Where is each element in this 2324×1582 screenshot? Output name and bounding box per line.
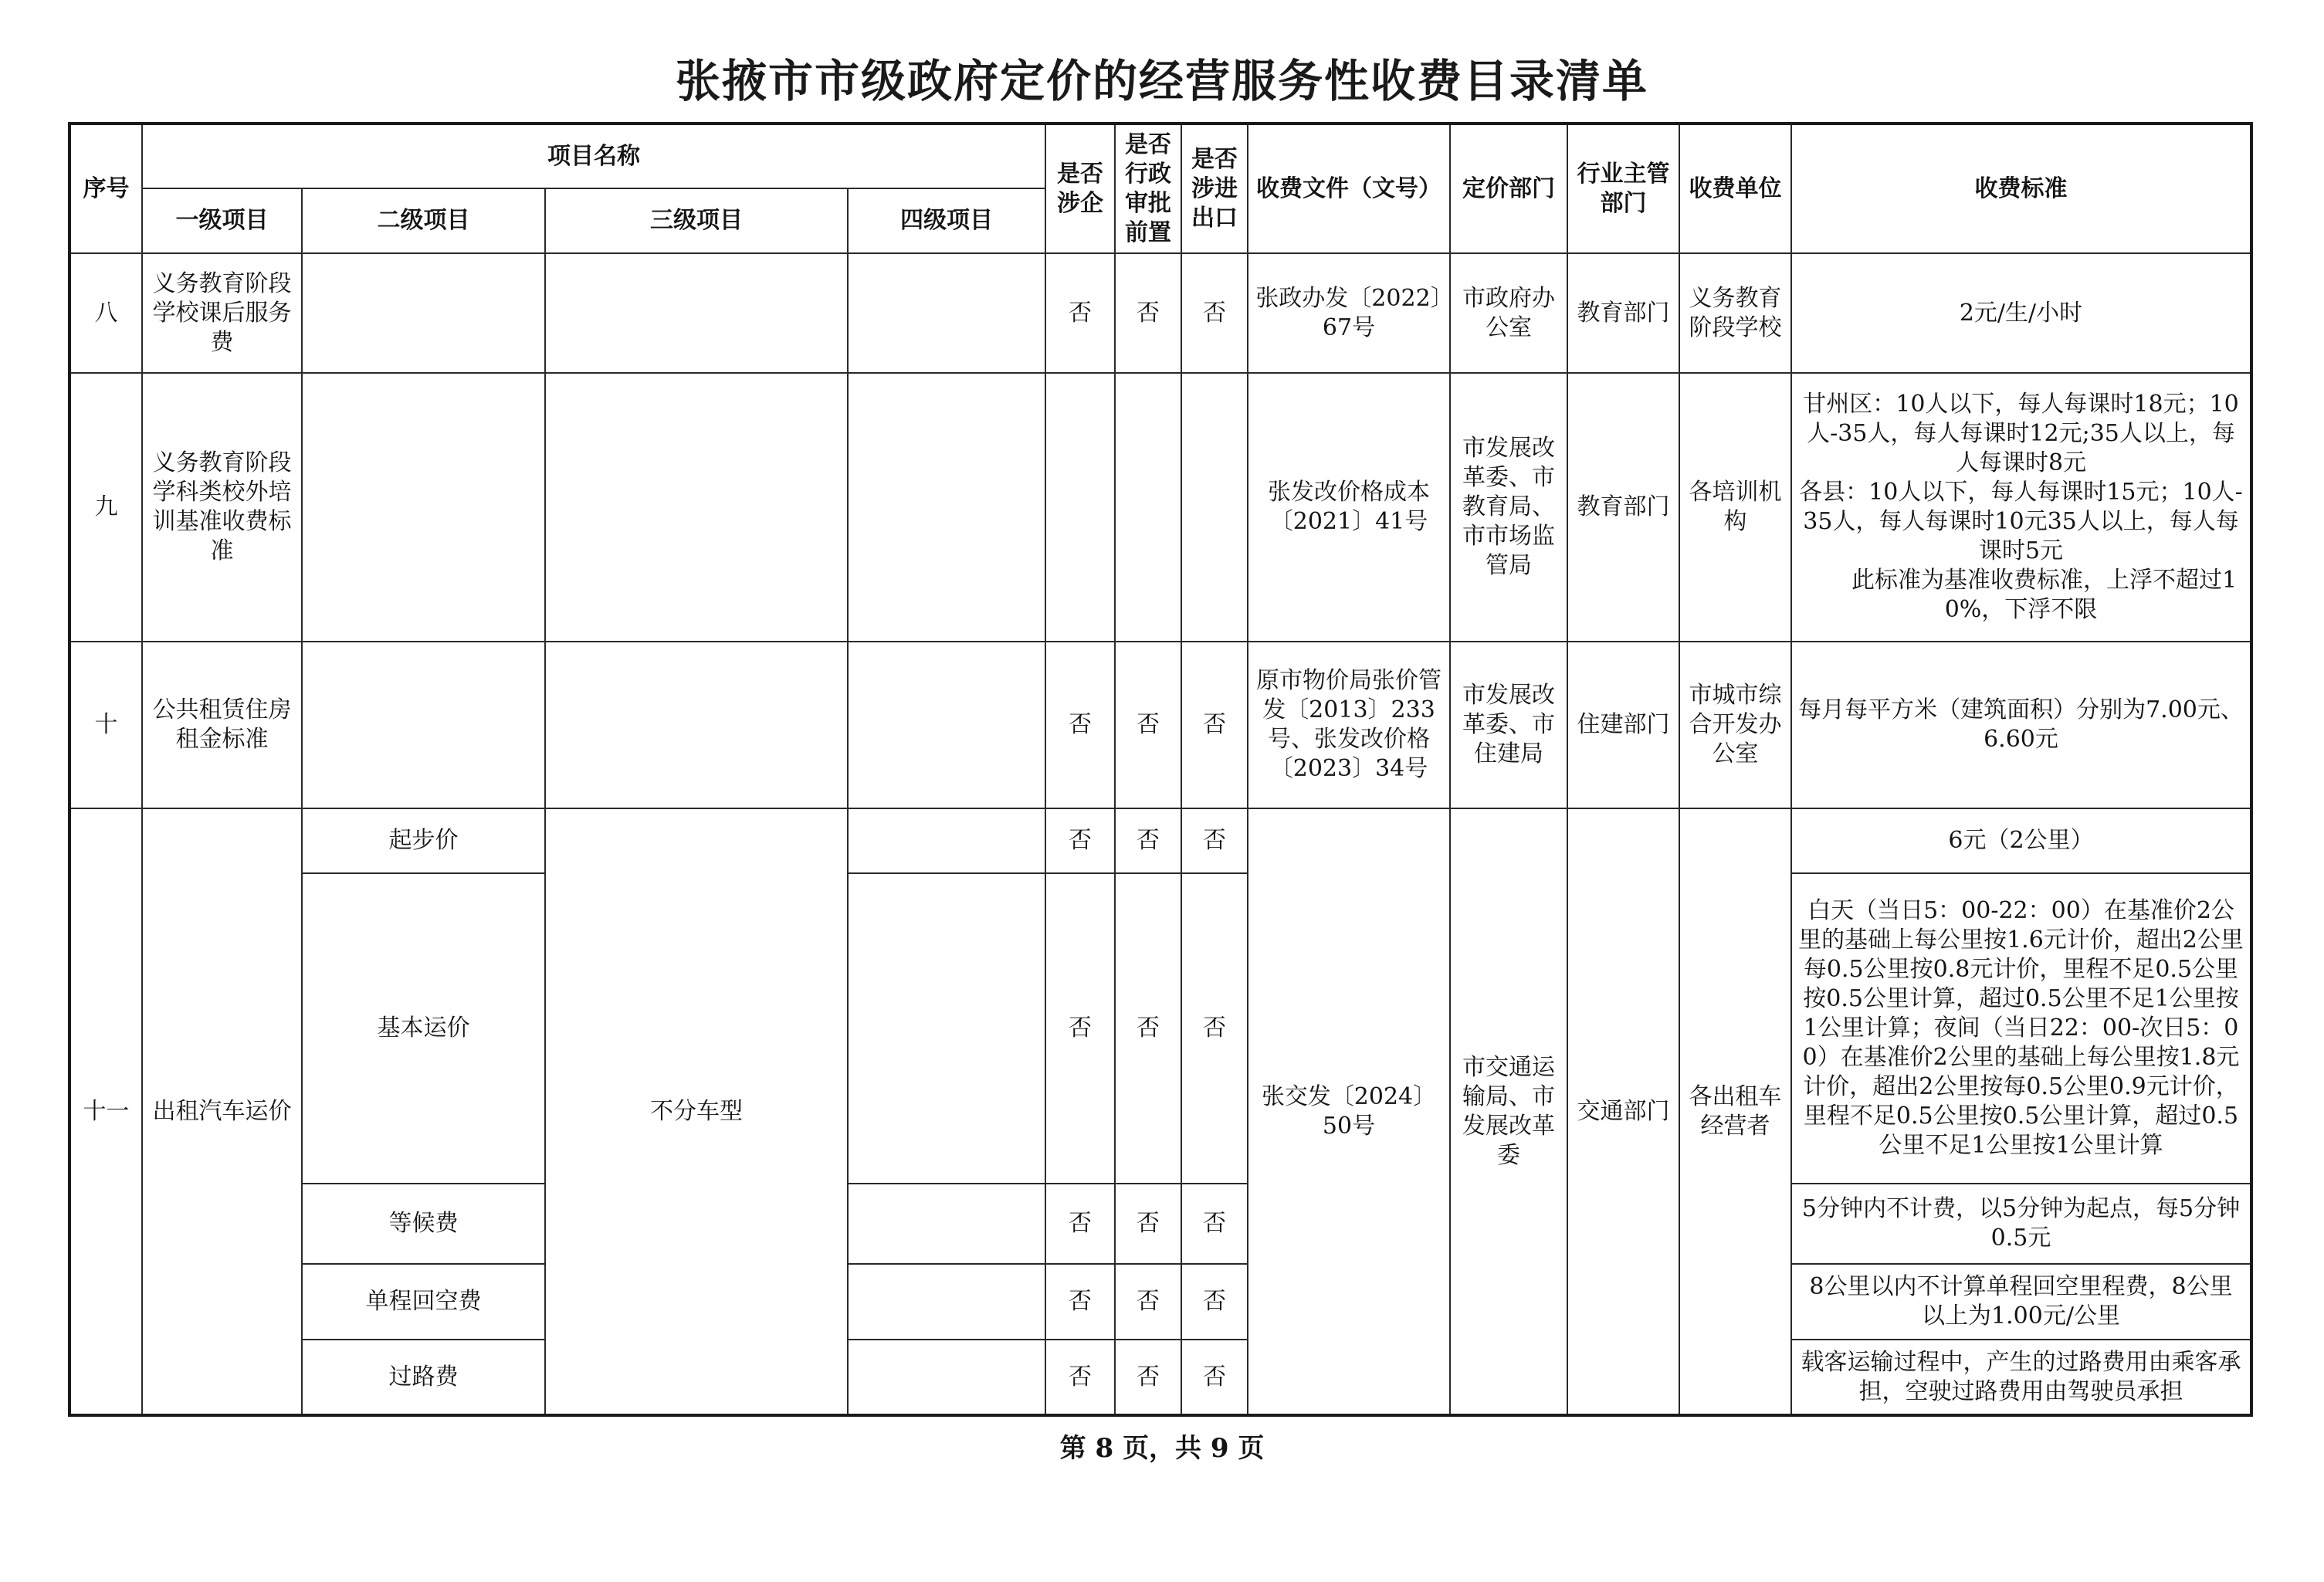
level2-cell: 基本运价 [302,873,545,1184]
header-row-1 [69,124,2251,188]
level3-cell [545,373,848,642]
unit-cell: 各培训机构 [1679,373,1791,642]
standard-note: 此标准为基准收费标准，上浮不超过10%，下浮不限 [1851,567,2238,623]
import-export-cell: 否 [1181,253,1248,373]
approval-cell: 否 [1115,808,1181,873]
level2-cell: 起步价 [302,808,545,873]
level2-cell [302,373,545,642]
standard-cell: 8公里以内不计算单程回空里程费，8公里以上为1.00元/公里 [1791,1264,2251,1340]
header-document: 收费文件（文号） [1248,124,1450,253]
header-industry-dept: 行业主管部门 [1567,124,1679,253]
standard-line: 各县：10人以下，每人每课时15元；10人-35人，每人每课时10元35人以上，每人每课时5元 [1799,479,2243,564]
approval-cell: 否 [1115,1340,1181,1415]
header-seq: 序号 [69,124,142,253]
document-cell: 原市物价局张价管发〔2013〕233号、张发改价格〔2023〕34号 [1248,642,1450,808]
approval-cell: 否 [1115,642,1181,808]
header-item-name: 项目名称 [142,124,1045,188]
table-row [69,1340,2251,1415]
import-export-cell: 否 [1181,1184,1248,1264]
table-row [69,642,2251,808]
level4-cell [848,1340,1045,1415]
header-level4: 四级项目 [848,188,1045,253]
enterprise-cell: 否 [1045,1184,1115,1264]
level4-cell [848,642,1045,808]
level4-cell [848,253,1045,373]
header-import-export: 是否涉进出口 [1181,124,1248,253]
header-level3: 三级项目 [545,188,848,253]
table-row [69,373,2251,642]
standard-cell: 白天（当日5：00-22：00）在基准价2公里的基础上每公里按1.6元计价，超出2公里每0.5公里按0.8元计价，里程不足0.5公里按0.5公里计算，超过0.5公里不足1公里按1公里计算；夜间（当日22：00-次日5：00）在基准价2公里的基础上每公里按1.8元计价，超出2公里按每0.5公里0.9元计价，里程不足0.5公里按0.5公里计算，超过0.5公里不足1公里按1公里计算 [1791,873,2251,1184]
industry-dept-cell: 教育部门 [1567,253,1679,373]
standard-cell [1791,373,2251,642]
level1-cell: 义务教育阶段学科类校外培训基准收费标准 [142,373,302,642]
enterprise-cell: 否 [1045,253,1115,373]
standard-cell: 2元/生/小时 [1791,253,2251,373]
level1-cell: 义务教育阶段学校课后服务费 [142,253,302,373]
level4-cell [848,873,1045,1184]
unit-cell: 市城市综合开发办公室 [1679,642,1791,808]
table-row [69,808,2251,873]
row-seq: 九 [69,373,142,642]
industry-dept-cell: 教育部门 [1567,373,1679,642]
approval-cell: 否 [1115,1184,1181,1264]
level2-cell: 等候费 [302,1184,545,1264]
level3-cell [545,253,848,373]
header-charging-unit: 收费单位 [1679,124,1791,253]
enterprise-cell: 否 [1045,642,1115,808]
enterprise-cell [1045,373,1115,642]
standard-line: 甘州区：10人以下，每人每课时18元；10人-35人，每人每课时12元;35人以上，每人每课时8元 [1803,391,2239,476]
industry-dept-cell: 交通部门 [1567,808,1679,1415]
import-export-cell: 否 [1181,1340,1248,1415]
level4-cell [848,373,1045,642]
pricing-dept-cell: 市发展改革委、市教育局、市市场监管局 [1450,373,1567,642]
standard-cell: 5分钟内不计费，以5分钟为起点，每5分钟0.5元 [1791,1184,2251,1264]
unit-cell: 各出租车经营者 [1679,808,1791,1415]
level1-cell: 公共租赁住房租金标准 [142,642,302,808]
fee-catalog-table [68,122,2253,1417]
approval-cell: 否 [1115,873,1181,1184]
pricing-dept-cell: 市政府办公室 [1450,253,1567,373]
pricing-dept-cell: 市发展改革委、市住建局 [1450,642,1567,808]
row-seq: 八 [69,253,142,373]
level4-cell [848,808,1045,873]
level1-cell: 出租汽车运价 [142,808,302,1415]
enterprise-cell: 否 [1045,873,1115,1184]
header-pricing-dept: 定价部门 [1450,124,1567,253]
pricing-dept-cell: 市交通运输局、市发展改革委 [1450,808,1567,1415]
level3-cell: 不分车型 [545,808,848,1415]
import-export-cell: 否 [1181,873,1248,1184]
document-title: 张掖市市级政府定价的经营服务性收费目录清单 [675,55,1648,107]
unit-cell: 义务教育阶段学校 [1679,253,1791,373]
page-number: 第 8 页，共 9 页 [1059,1433,1265,1464]
table-row [69,873,2251,1184]
approval-cell: 否 [1115,1264,1181,1340]
standard-cell: 每月每平方米（建筑面积）分别为7.00元、6.60元 [1791,642,2251,808]
header-level2: 二级项目 [302,188,545,253]
enterprise-cell: 否 [1045,1340,1115,1415]
document-cell: 张发改价格成本〔2021〕41号 [1248,373,1450,642]
import-export-cell: 否 [1181,808,1248,873]
import-export-cell [1181,373,1248,642]
header-standard: 收费标准 [1791,124,2251,253]
row-seq: 十一 [69,808,142,1415]
industry-dept-cell: 住建部门 [1567,642,1679,808]
standard-cell: 6元（2公里） [1791,808,2251,873]
approval-cell [1115,373,1181,642]
standard-cell: 载客运输过程中，产生的过路费用由乘客承担，空驶过路费用由驾驶员承担 [1791,1340,2251,1415]
import-export-cell: 否 [1181,642,1248,808]
level4-cell [848,1264,1045,1340]
level2-cell [302,253,545,373]
level4-cell [848,1184,1045,1264]
level2-cell: 过路费 [302,1340,545,1415]
header-level1: 一级项目 [142,188,302,253]
row-seq: 十 [69,642,142,808]
level3-cell [545,642,848,808]
enterprise-cell: 否 [1045,1264,1115,1340]
table-row [69,1184,2251,1264]
header-involves-enterprise: 是否涉企 [1045,124,1115,253]
header-admin-approval: 是否行政审批前置 [1115,124,1181,253]
document-cell: 张政办发〔2022〕67号 [1248,253,1450,373]
import-export-cell: 否 [1181,1264,1248,1340]
level2-cell [302,642,545,808]
enterprise-cell: 否 [1045,808,1115,873]
approval-cell: 否 [1115,253,1181,373]
document-cell: 张交发〔2024〕50号 [1248,808,1450,1415]
level2-cell: 单程回空费 [302,1264,545,1340]
table-row [69,1264,2251,1340]
table-row [69,253,2251,373]
